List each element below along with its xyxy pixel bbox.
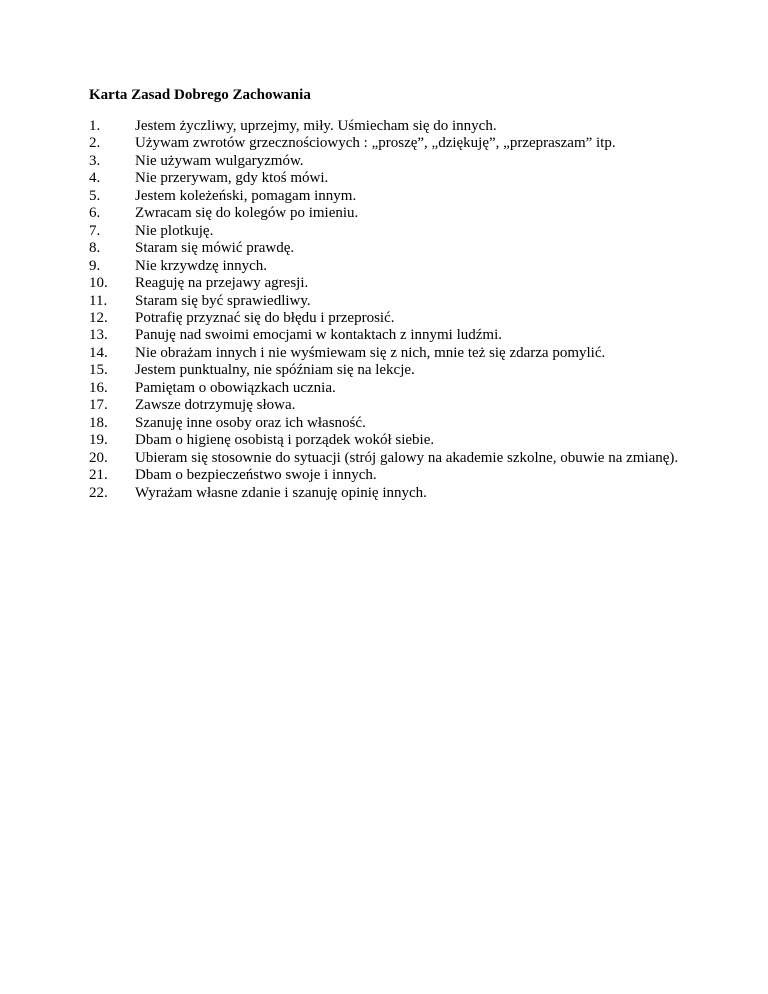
rule-number: 14.: [89, 344, 108, 361]
rule-number: 21.: [89, 467, 108, 484]
rule-item: [89, 188, 679, 205]
rule-text: Używam zwrotów grzecznościowych : „proszę”, „dziękuję”, „przepraszam” itp.: [135, 135, 616, 152]
rule-number: 17.: [89, 397, 108, 414]
rule-item: [89, 467, 679, 484]
rule-item: [89, 380, 679, 397]
rule-text: Zwracam się do kolegów po imieniu.: [135, 205, 359, 222]
rule-item: [89, 362, 679, 379]
rule-text: Szanuję inne osoby oraz ich własność.: [135, 414, 366, 431]
rule-text: Zawsze dotrzymuję słowa.: [135, 397, 296, 414]
rule-number: 5.: [89, 187, 101, 204]
rule-number: 7.: [89, 222, 101, 239]
rule-text: Wyrażam własne zdanie i szanuję opinię innych.: [135, 484, 427, 501]
rule-item: [89, 397, 679, 414]
rule-item: [89, 345, 679, 362]
document-title: Karta Zasad Dobrego Zachowania: [89, 87, 311, 103]
rule-text: Nie krzywdzę innych.: [135, 257, 268, 274]
rule-item: [89, 223, 679, 240]
rule-number: 12.: [89, 309, 108, 326]
rule-item: [89, 153, 679, 170]
rule-text: Dbam o higienę osobistą i porządek wokół siebie.: [135, 432, 435, 449]
rule-number: 6.: [89, 205, 101, 222]
rule-text: Nie plotkuję.: [135, 222, 214, 239]
rule-item: [89, 205, 679, 222]
rule-item: [89, 118, 679, 135]
rule-text: Dbam o bezpieczeństwo swoje i innych.: [135, 467, 377, 484]
rule-text: Nie używam wulgaryzmów.: [135, 152, 304, 169]
rule-text: Nie przerywam, gdy ktoś mówi.: [135, 170, 329, 187]
rule-number: 19.: [89, 432, 108, 449]
rule-text: Jestem punktualny, nie spóźniam się na lekcje.: [135, 362, 415, 379]
rule-number: 10.: [89, 275, 108, 292]
rule-number: 4.: [89, 170, 101, 187]
rule-item: [89, 432, 679, 449]
rule-item: [89, 310, 679, 327]
rule-text: Panuję nad swoimi emocjami w kontaktach z innymi ludźmi.: [135, 327, 503, 344]
rule-text: Ubieram się stosownie do sytuacji (strój galowy na akademie szkolne, obuwie na zmianę).: [135, 449, 679, 466]
rule-item: [89, 327, 679, 344]
rule-text: Potrafię przyznać się do błędu i przeprosić.: [135, 309, 395, 326]
rule-number: 9.: [89, 257, 101, 274]
rule-text: Nie obrażam innych i nie wyśmiewam się z nich, mnie też się zdarza pomylić.: [135, 344, 606, 361]
rule-text: Jestem koleżeński, pomagam innym.: [135, 187, 357, 204]
rule-item: [89, 240, 679, 257]
rule-text: Jestem życzliwy, uprzejmy, miły. Uśmiecham się do innych.: [135, 118, 497, 134]
rule-number: 22.: [89, 484, 108, 501]
rule-item: [89, 258, 679, 275]
rule-text: Reaguję na przejawy agresji.: [135, 275, 309, 292]
rule-text: Staram się być sprawiedliwy.: [135, 292, 311, 309]
rule-item: [89, 485, 679, 502]
rules-list: [89, 118, 679, 502]
rule-number: 8.: [89, 240, 101, 257]
rule-number: 15.: [89, 362, 108, 379]
rule-item: [89, 170, 679, 187]
rule-item: [89, 450, 679, 467]
rule-number: 20.: [89, 449, 108, 466]
rule-number: 2.: [89, 135, 101, 152]
rule-number: 16.: [89, 379, 108, 396]
rule-item: [89, 275, 679, 292]
rule-text: Staram się mówić prawdę.: [135, 240, 295, 257]
rule-item: [89, 293, 679, 310]
rule-number: 13.: [89, 327, 108, 344]
rule-item: [89, 135, 679, 152]
rule-number: 18.: [89, 414, 108, 431]
rule-number: 11.: [89, 292, 108, 309]
rule-text: Pamiętam o obowiązkach ucznia.: [135, 379, 336, 396]
rule-item: [89, 415, 679, 432]
rule-number: 3.: [89, 152, 101, 169]
rule-number: 1.: [89, 118, 101, 134]
